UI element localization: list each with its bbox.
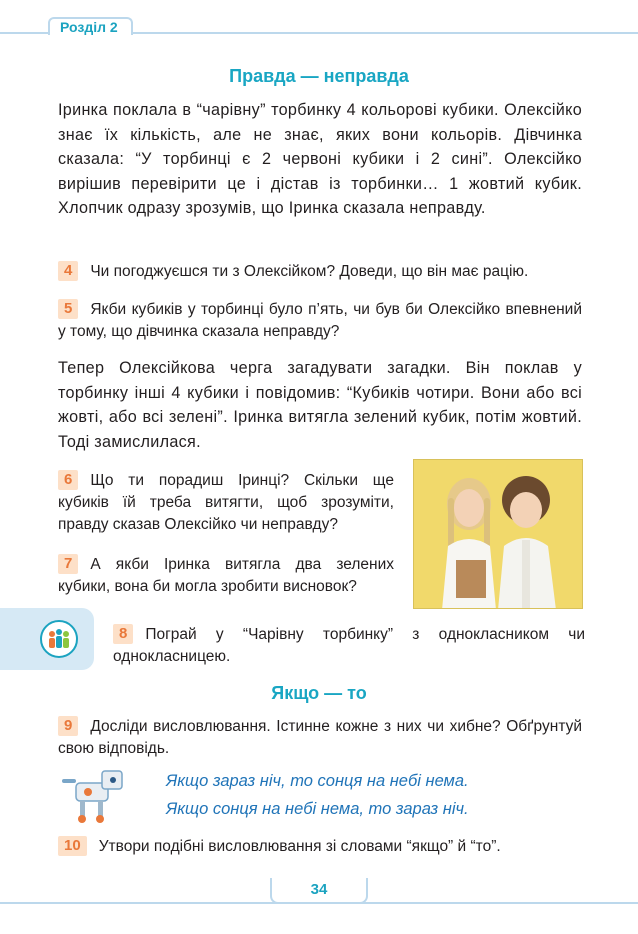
task-text: А якби Іринка витягла два зелених кубики, вона би могла зробити висновок? [58,556,394,595]
task-number: 9 [58,716,78,736]
task-text: Пограй у “Чарівну торбинку” з однокласником чи однокласницею. [113,626,585,665]
task-number: 8 [113,624,133,644]
task-number: 6 [58,470,78,490]
second-paragraph: Тепер Олексійкова черга загадувати загадки. Він поклав у торбинку інші 4 кубики і повідомив: “Кубиків чотири. Вони або всі жовті, або всі зелені”. Іринка витягла зелений кубик, потім жовтий. Тоді замислилася. [58,359,582,451]
group-work-icon [40,620,78,658]
children-photo [413,459,583,609]
robot-dog-icon [58,763,128,825]
task-10 [58,836,582,858]
task-5 [58,299,582,343]
section-title-truth: Правда — неправда [229,66,409,86]
page-number: 34 [310,881,328,898]
statement-1: Якщо зараз ніч, то сонця на небі нема. [166,772,469,790]
task-text: Досліди висловлювання. Істинне кожне з них чи хибне? Обґрунтуй свою відповідь. [58,718,582,757]
task-text: Утвори подібні висловлювання зі словами “якщо” й “то”. [98,838,501,855]
task-8 [113,624,585,668]
section-tab [48,17,133,35]
task-7 [58,554,394,598]
section-title-if-then: Якщо — то [271,683,367,703]
task-number: 10 [58,836,87,856]
task-number: 4 [58,261,78,281]
task-text: Якби кубиків у торбинці було п’ять, чи був би Олексійко впевнений у тому, що дівчинка сказала неправду? [58,301,582,340]
task-number: 5 [58,299,78,319]
intro-paragraph: Іринка поклала в “чарівну” торбинку 4 кольорові кубики. Олексійко знає їх кількість, але не знає, яких вони кольорів. Дівчинка сказала: “У торбинці є 2 червоні кубики і 2 сині”. Олексійко вирішив перевірити це і дістав із торбинки… 1 жовтий кубик. Хлопчик одразу зрозумів, що Іринка сказала неправду. [58,101,582,217]
task-text: Що ти порадиш Іринці? Скільки ще кубиків їй треба витягти, щоб зрозуміти, правду сказав Олексійко чи неправду? [58,472,394,533]
task-4 [58,261,588,283]
task-number: 7 [58,554,78,574]
task-9 [58,716,582,760]
section-label: Розділ 2 [60,19,118,35]
statement-2: Якщо сонця на небі нема, то зараз ніч. [166,800,469,818]
task-text: Чи погоджуєшся ти з Олексійком? Доведи, що він має рацію. [90,263,529,280]
task-6 [58,470,394,536]
